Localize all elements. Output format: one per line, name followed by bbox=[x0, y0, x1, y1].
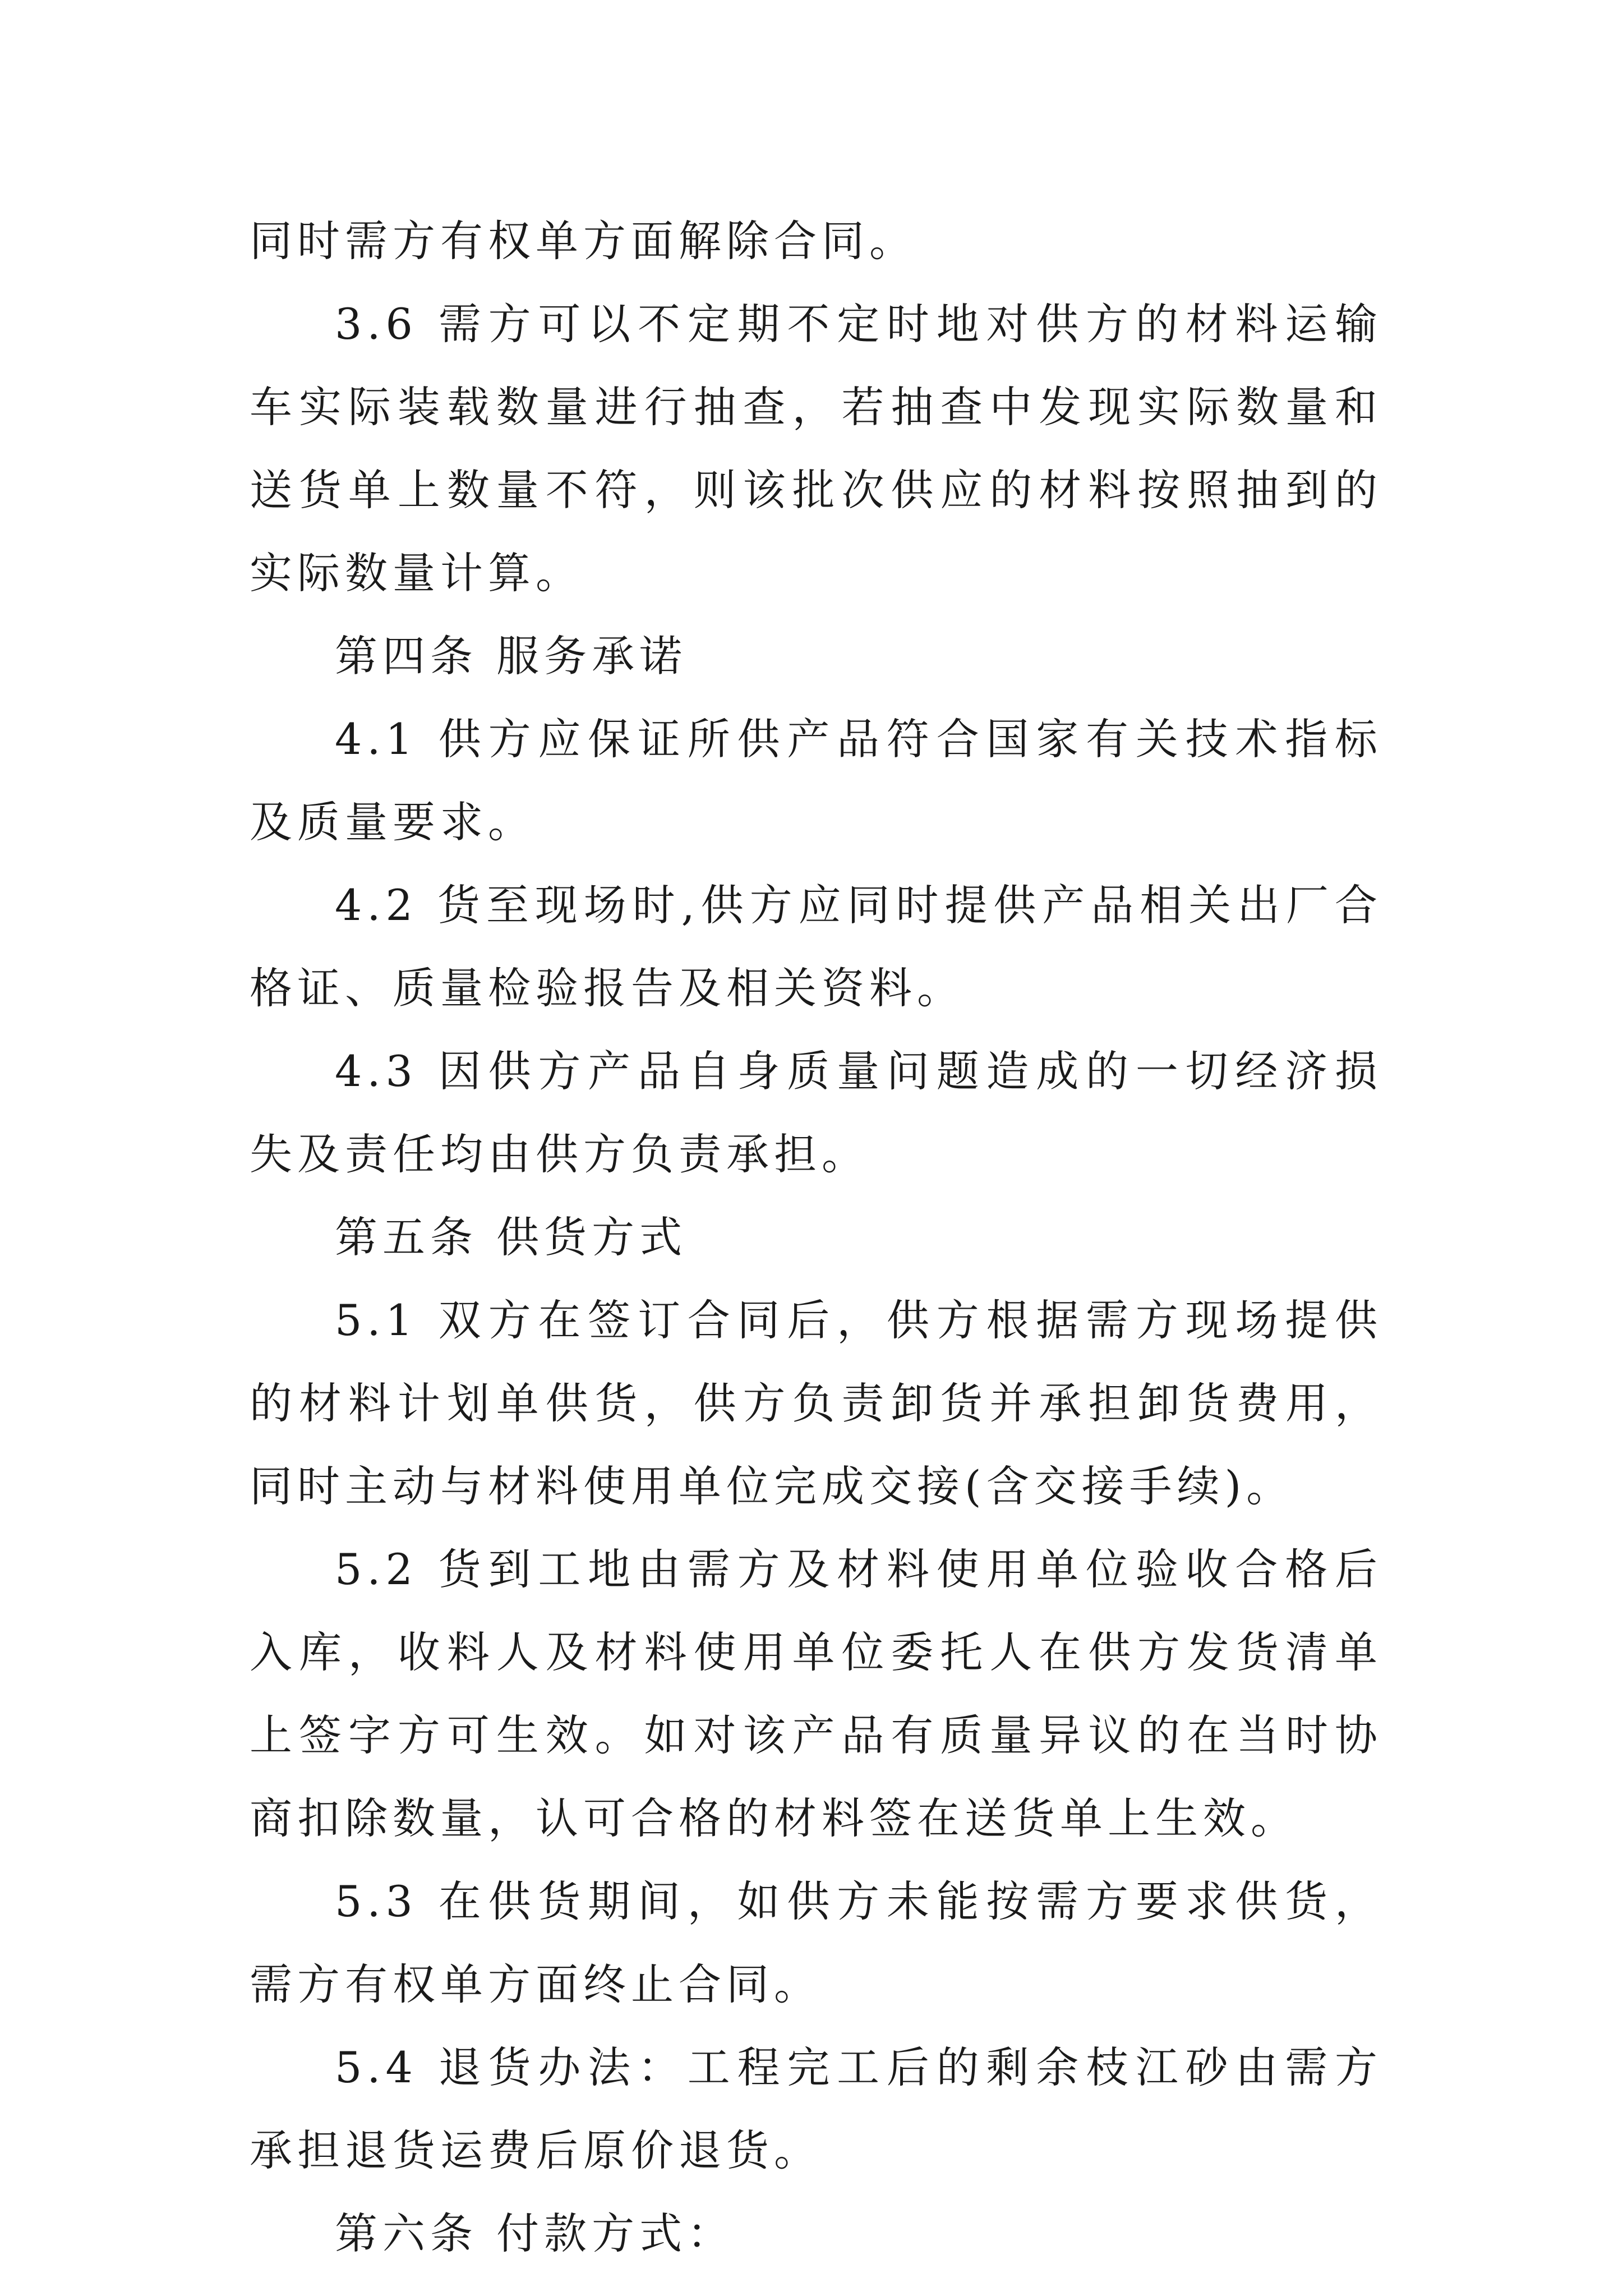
paragraph-5-1: 5.1 双方在签订合同后，供方根据需方现场提供的材料计划单供货，供方负责卸货并承担卸货费用，同时主动与材料使用单位完成交接(含交接手续)。 bbox=[250, 1295, 1382, 1511]
paragraph-5-2: 5.2 货到工地由需方及材料使用单位验收合格后入库，收料人及材料使用单位委托人在供方发货清单上签字方可生效。如对该产品有质量异议的在当时协商扣除数量，认可合格的材料签在送货单上生效。 bbox=[250, 1544, 1382, 1843]
paragraph-contract-termination-continued: 同时需方有权单方面解除合同。 bbox=[250, 216, 917, 266]
heading-article-6: 第六条 付款方式： bbox=[335, 2208, 735, 2258]
paragraph-5-3: 5.3 在供货期间，如供方未能按需方要求供货，需方有权单方面终止合同。 bbox=[250, 1876, 1382, 2009]
paragraph-4-1: 4.1 供方应保证所供产品符合国家有关技术指标及质量要求。 bbox=[250, 714, 1382, 847]
paragraph-5-4: 5.4 退货办法：工程完工后的剩余枝江砂由需方承担退货运费后原价退货。 bbox=[250, 2042, 1382, 2175]
paragraph-4-2: 4.2 货至现场时,供方应同时提供产品相关出厂合格证、质量检验报告及相关资料。 bbox=[250, 880, 1382, 1013]
paragraph-4-3: 4.3 因供方产品自身质量问题造成的一切经济损失及责任均由供方负责承担。 bbox=[250, 1046, 1382, 1179]
paragraph-3-6: 3.6 需方可以不定期不定时地对供方的材料运输车实际装载数量进行抽查，若抽查中发现实际数量和送货单上数量不符，则该批次供应的材料按照抽到的实际数量计算。 bbox=[250, 299, 1382, 598]
heading-article-5: 第五条 供货方式 bbox=[335, 1212, 688, 1262]
document-body bbox=[250, 200, 1382, 2275]
heading-article-4: 第四条 服务承诺 bbox=[335, 631, 688, 681]
